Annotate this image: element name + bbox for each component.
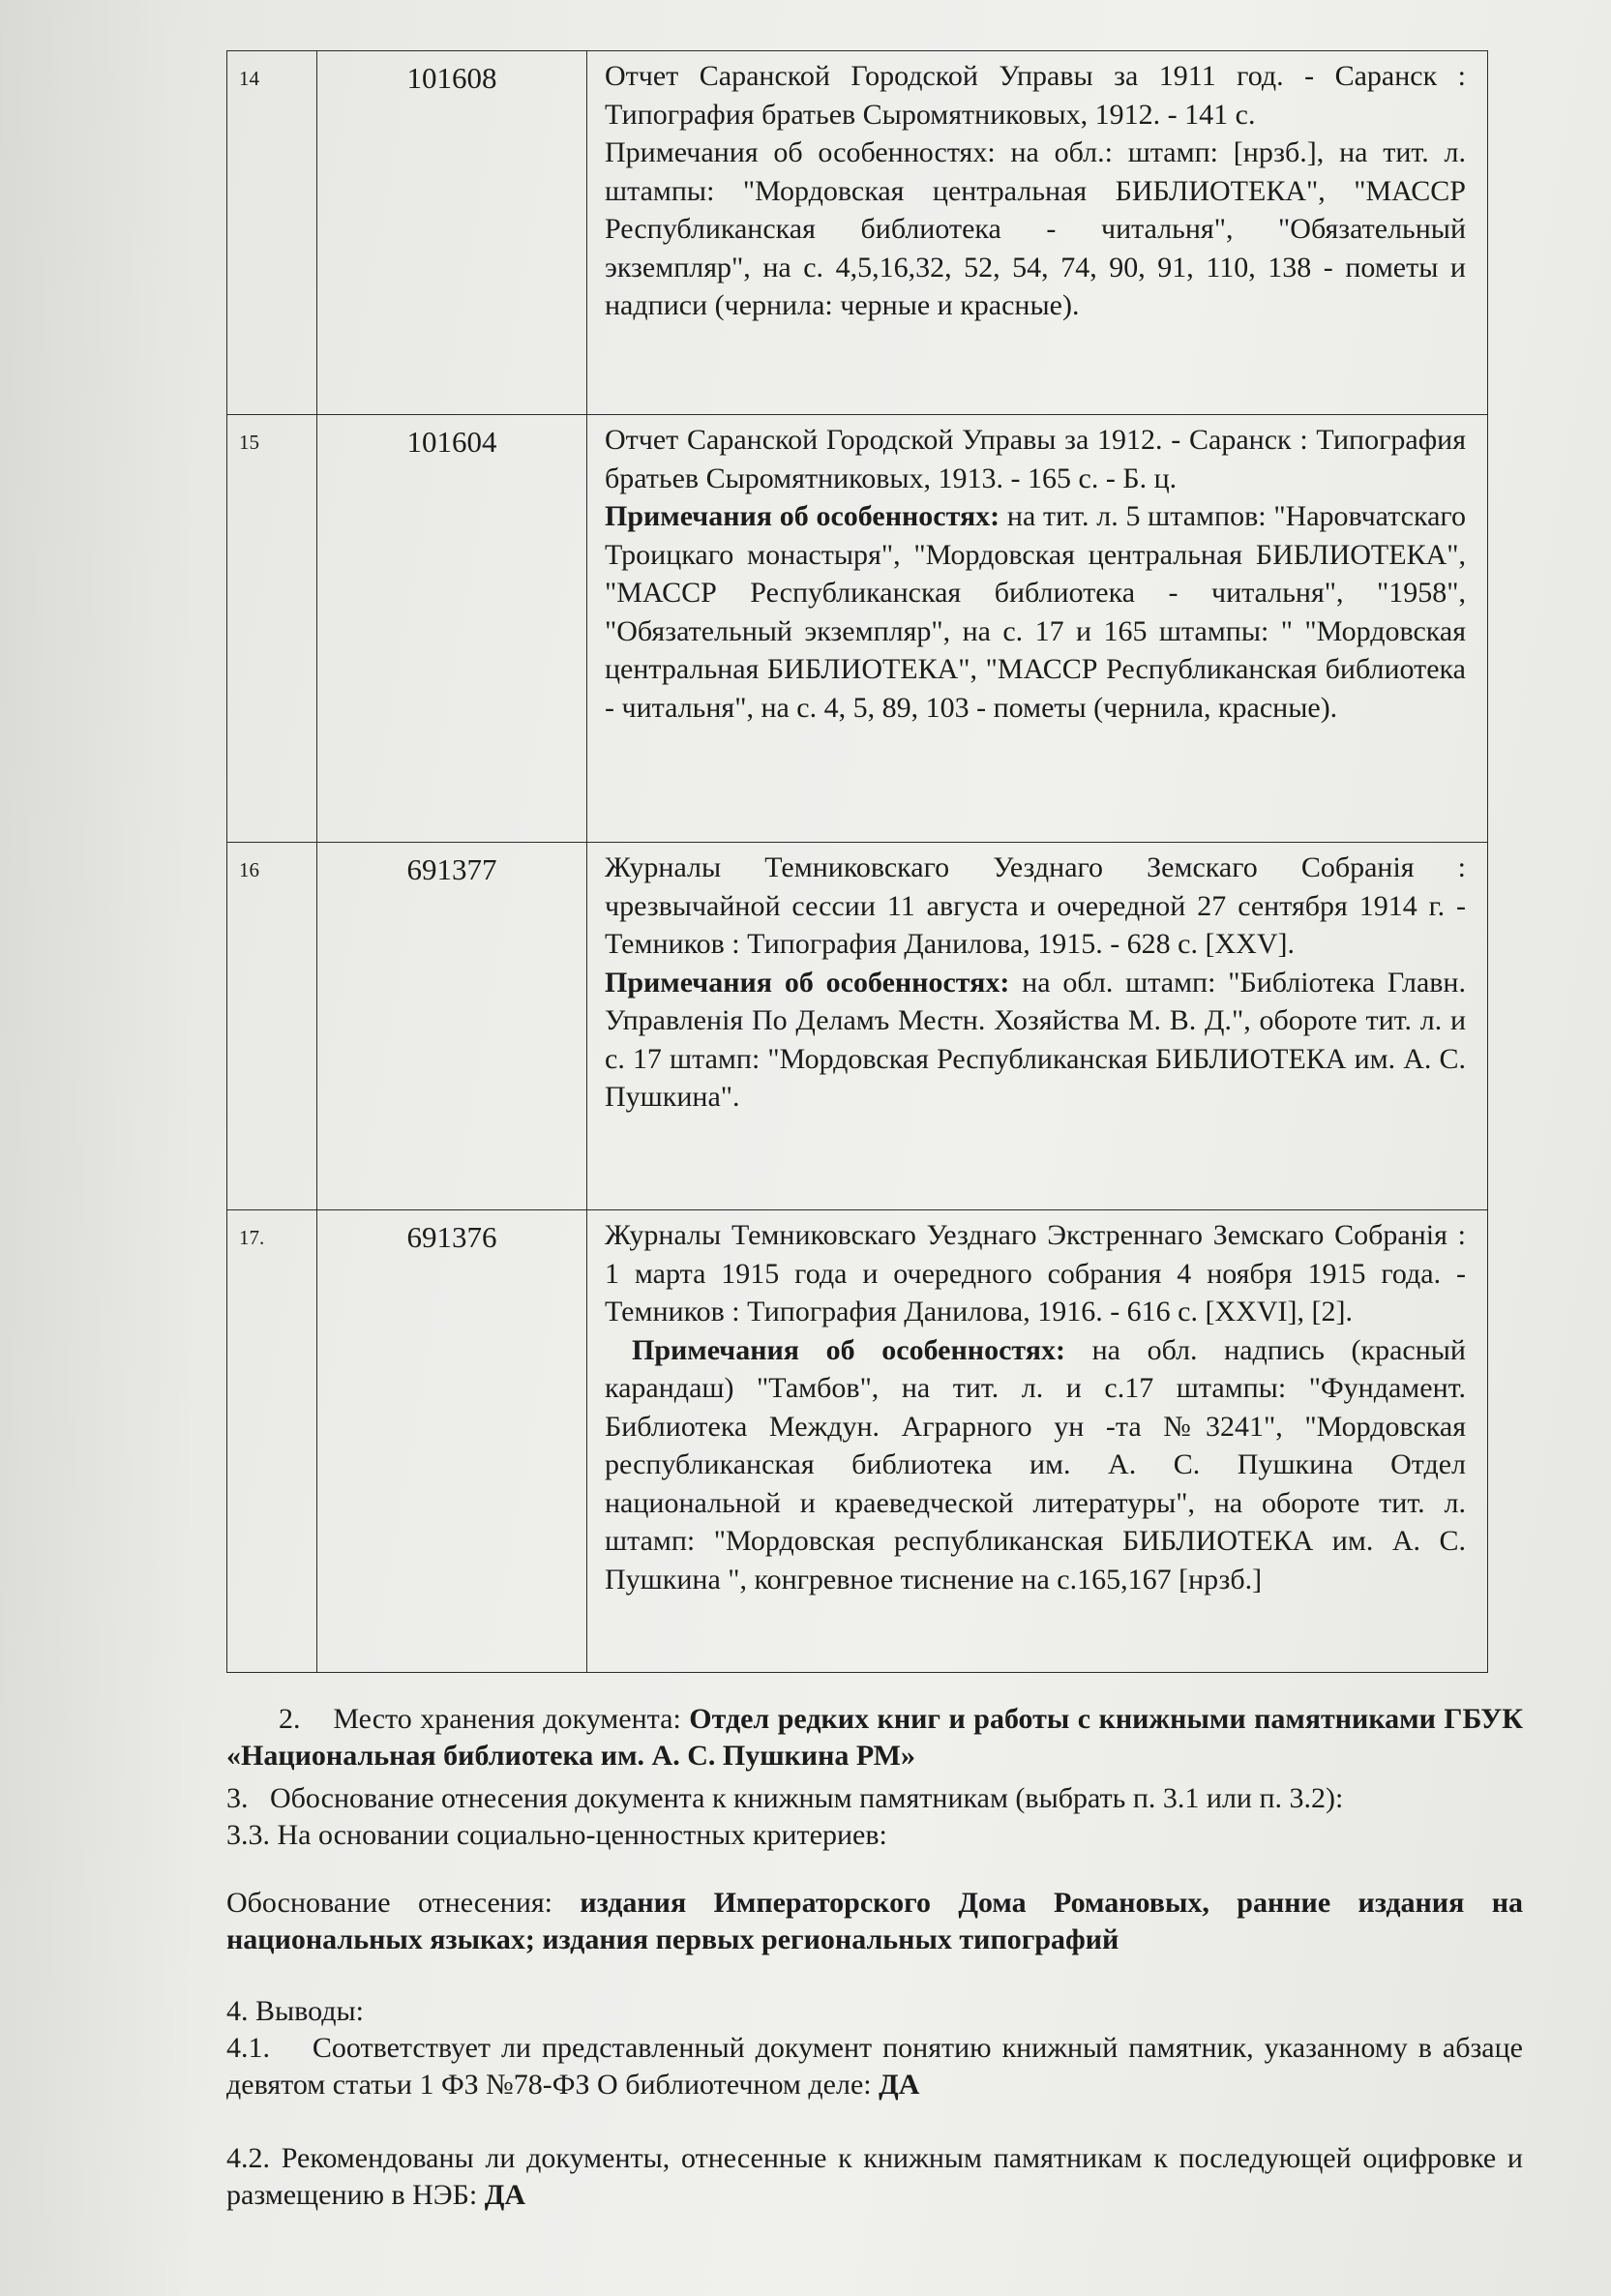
storage-value: Отдел редких книг и работы с книжными памятниками ГБУК «Национальная библиотека им. А. С. Пушкина РМ»	[226, 1703, 1523, 1772]
notes-text: Примечания об особенностях: на обл.: штамп: [нрзб.], на тит. л. штампы: "Мордовская центральная БИБЛИОТЕКА", "МАССР Республиканская библиотека - читальня", "Обязательный экземпляр", на с. 4,5,16,32, 52, 54, 74, 90, 91, 110, 138 - пометы и надписи (чернила: черные и красные).	[605, 136, 1466, 321]
notes-text: на обл. надпись (красный карандаш) "Тамбов", на тит. л. и с.17 штампы: "Фундамент. Библиотека Междун. Аграрного ун -та №3241", "Мордовская республиканская библиотека им. А. С. Пушкина Отдел национальной и краеведческой литературы", на обороте тит. л. штамп: "Мордовская республиканская БИБЛИОТЕКА им. А. С. Пушкина ", конгревное тиснение на с.165,167 [нрзб.]	[605, 1333, 1466, 1595]
conclusion-4-2-answer: ДА	[484, 2179, 525, 2211]
social-criteria-text: 3.3. На основании социально-ценностных критериев:	[226, 1819, 887, 1851]
bibliographic-description: Журналы Темниковскаго Уезднаго Экстреннаго Земскаго Собранія : 1 марта 1915 года и очередного собрания 4 ноября 1915 года. - Темников : Типография Данилова, 1916. - 616 с. [XXVI], [2].	[605, 1219, 1466, 1327]
notes-text: на тит. л. 5 штампов: "Наровчатскаго Троицкаго монастыря", "Мордовская центральная БИБЛИОТЕКА", "МАССР Республиканская библиотека - читальня", "1958", "Обязательный экземпляр", на с. 17 и 165 штампы: " "Мордовская центральная БИБЛИОТЕКА", "МАССР Республиканская библиотека - читальня", на с. 4, 5, 89, 103 - пометы (чернила, красные).	[605, 500, 1466, 724]
justification-heading	[226, 1780, 1523, 1817]
justification-heading-text: 3. Обоснование отнесения документа к книжным памятникам (выбрать п. 3.1 или п. 3.2):	[226, 1782, 1344, 1814]
justification	[226, 1885, 1523, 1958]
storage-location	[226, 1701, 1523, 1774]
row-number: 17.	[227, 1210, 317, 1673]
description-cell	[587, 1210, 1488, 1673]
row-number: 16	[227, 843, 317, 1210]
bibliographic-description: Журналы Темниковскаго Уезднаго Земскаго Собранія : чрезвычайной сессии 11 августа и очередной 27 сентября 1914 г. - Темников : Типография Данилова, 1915. - 628 с. [XXV].	[605, 851, 1466, 960]
bibliographic-description: Отчет Саранской Городской Управы за 1912. - Саранск : Типография братьев Сыромятниковых, 1913. - 165 с. - Б. ц.	[605, 424, 1466, 494]
book-monuments-table	[226, 50, 1488, 1673]
notes-label: Примечания об особенностях:	[605, 966, 1010, 999]
inventory-number: 691377	[317, 843, 587, 1210]
conclusion-4-1-answer: ДА	[879, 2069, 920, 2101]
conclusions-heading-text: 4. Выводы:	[226, 1995, 365, 2027]
description-cell	[587, 843, 1488, 1210]
conclusion-4-2-text: 4.2. Рекомендованы ли документы, отнесенные к книжным памятникам к последующей оцифровке и размещению в НЭБ:	[226, 2142, 1523, 2211]
social-criteria-heading	[226, 1817, 1523, 1854]
inventory-number: 691376	[317, 1210, 587, 1673]
description-cell	[587, 415, 1488, 843]
notes	[605, 134, 1466, 325]
inventory-number: 101604	[317, 415, 587, 843]
page-shadow	[0, 0, 194, 2296]
row-number: 15	[227, 415, 317, 843]
conclusions-heading	[226, 1993, 1523, 2030]
storage-label: 2. Место хранения документа:	[279, 1703, 690, 1735]
notes-text: на обл. штамп: "Библіотека Главн. Управленія По Деламъ Местн. Хозяйства М. В. Д.", обороте тит. л. и с. 17 штамп: "Мордовская Республиканская БИБЛИОТЕКА им. А. С. Пушкина".	[605, 966, 1466, 1113]
conclusion-4-1-text: 4.1. Соответствует ли представленный документ понятию книжный памятник, указанному в абзаце девятом статьи 1 ФЗ №78-ФЗ О библиотечном деле:	[226, 2032, 1523, 2101]
justification-label: Обоснование отнесения:	[226, 1887, 581, 1919]
notes	[605, 1331, 1466, 1599]
justification-value: издания Императорского Дома Романовых, ранние издания на национальных языках; издания первых региональных типографий	[226, 1887, 1523, 1955]
table-row	[227, 51, 1488, 415]
conclusion-4-1	[226, 2030, 1523, 2103]
notes	[605, 964, 1466, 1117]
notes	[605, 497, 1466, 727]
table-row	[227, 843, 1488, 1210]
table-row	[227, 1210, 1488, 1673]
notes-label: Примечания об особенностях:	[605, 500, 1000, 532]
bibliographic-description: Отчет Саранской Городской Управы за 1911 год. - Саранск : Типография братьев Сыромятниковых, 1912. - 141 с.	[605, 60, 1466, 131]
notes-label: Примечания об особенностях:	[632, 1333, 1065, 1366]
inventory-number: 101608	[317, 51, 587, 415]
conclusion-4-2	[226, 2140, 1523, 2214]
table-row	[227, 415, 1488, 843]
description-cell	[587, 51, 1488, 415]
row-number: 14	[227, 51, 317, 415]
